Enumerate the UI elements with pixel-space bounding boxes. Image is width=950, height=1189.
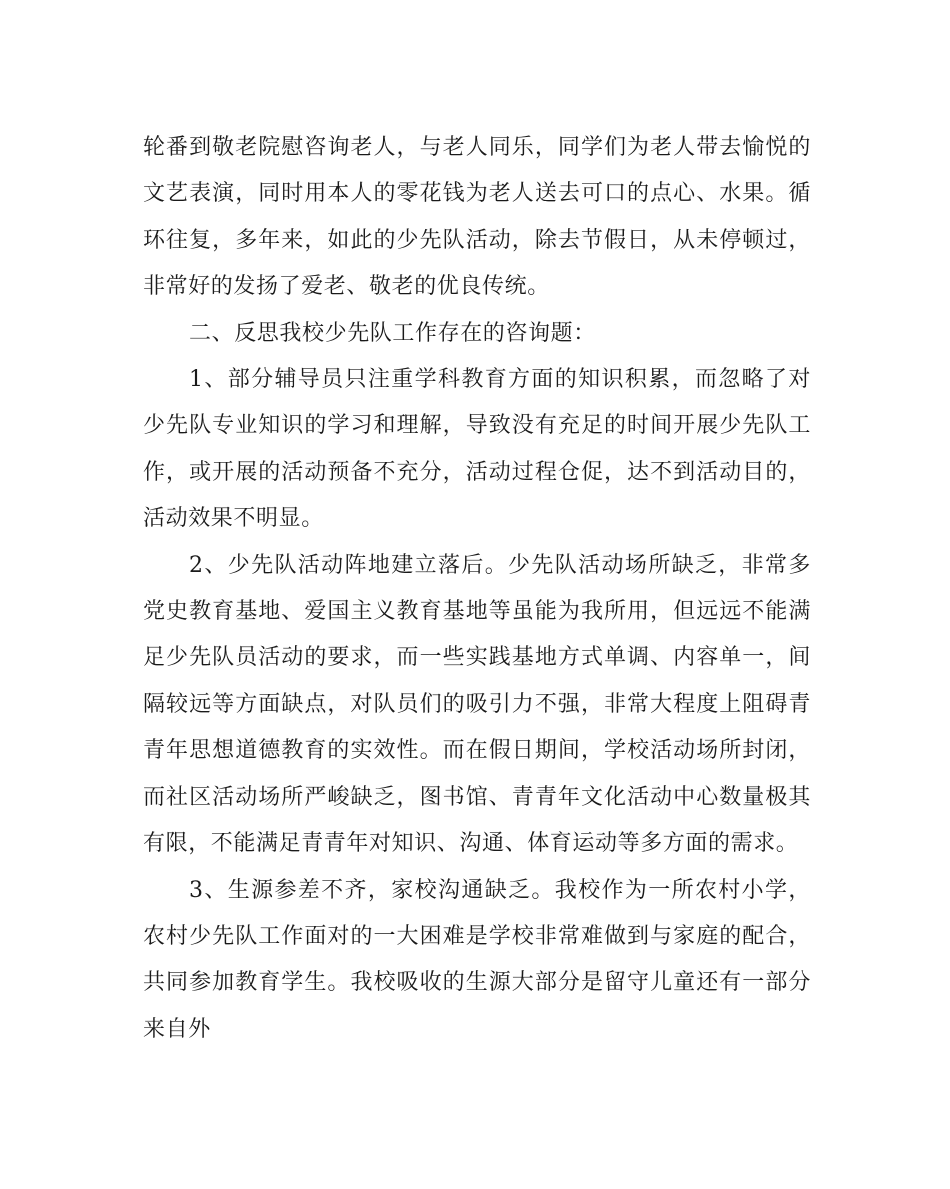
paragraph-item-1: 1、部分辅导员只注重学科教育方面的知识积累，而忽略了对少先队专业知识的学习和理解，导致没有充足的时间开展少先队工作，或开展的活动预备不充分，活动过程仓促，达不到活动目的，活动效果不明显。 — [143, 367, 811, 532]
document-body — [143, 125, 811, 1053]
paragraph-item-2: 2、少先队活动阵地建立落后。少先队活动场所缺乏，非常多党史教育基地、爱国主义教育基地等虽能为我所用，但远远不能满足少先队员活动的要求，而一些实践基地方式单调、内容单一，间隔较远等方面缺点，对队员们的吸引力不强，非常大程度上阻碍青青年思想道德教育的实效性。而在假日期间，学校活动场所封闭，而社区活动场所严峻缺乏，图书馆、青青年文化活动中心数量极其有限，不能满足青青年对知识、沟通、体育运动等多方面的需求。 — [143, 552, 811, 857]
paragraph-continuation: 轮番到敬老院慰咨询老人，与老人同乐，同学们为老人带去愉悦的文艺表演，同时用本人的零花钱为老人送去可口的点心、水果。循环往复，多年来，如此的少先队活动，除去节假日，从未停顿过，非常好的发扬了爱老、敬老的优良传统。 — [143, 135, 811, 300]
paragraph-item-3: 3、生源参差不齐，家校沟通缺乏。我校作为一所农村小学，农村少先队工作面对的一大困难是学校非常难做到与家庭的配合，共同参加教育学生。我校吸收的生源大部分是留守儿童还有一部分来自外 — [143, 877, 811, 1042]
section-heading: 二、反思我校少先队工作存在的咨询题： — [189, 320, 596, 346]
